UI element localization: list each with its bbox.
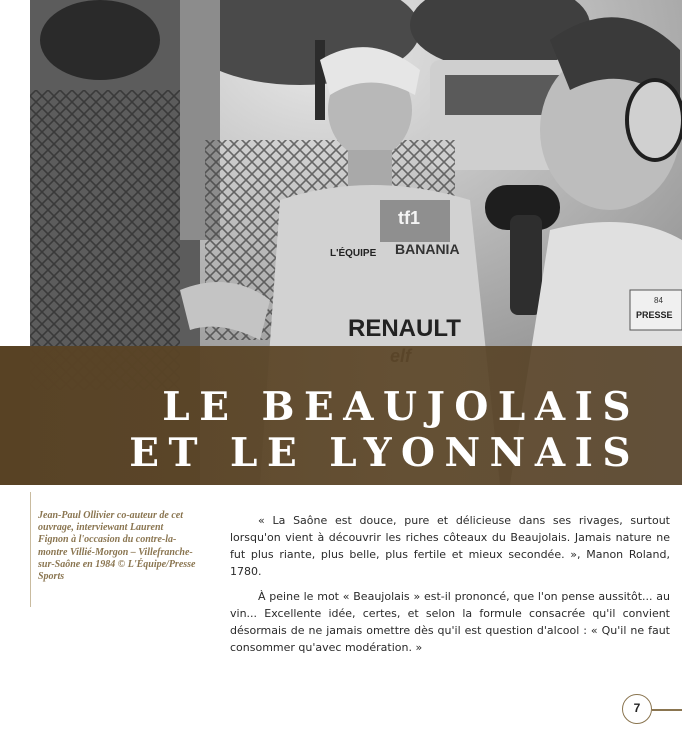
chapter-title-line-1: LE BEAUJOLAIS	[162, 384, 640, 430]
press-number: 84	[654, 296, 663, 305]
body-text	[230, 512, 670, 664]
page-number-rule	[652, 709, 682, 711]
body-paragraph-1: « La Saône est douce, pure et délicieuse dans ses rivages, surtout lorsqu'on vient à découvrir les riches côteaux du Beaujolais. Jamais nature ne fut plus riante, plus belle, plus fertile et mieux secondée. », Manon Roland, 1780.	[230, 514, 670, 578]
page-number: 7	[622, 694, 652, 724]
jersey-sponsor-tf1: tf1	[398, 208, 420, 228]
chapter-title	[129, 384, 640, 476]
press-label: PRESSE	[636, 310, 673, 320]
jersey-sponsor-renault: RENAULT	[348, 315, 461, 342]
jersey-sponsor-equipe: L'ÉQUIPE	[330, 248, 377, 259]
body-paragraph-2: À peine le mot « Beaujolais » est-il prononcé, que l'on pense aussitôt... au vin... Excellente idée, certes, et selon la formule consacrée qu'il convient désormais de ne jamais omettre dès qu'il est question d'alcool : « Qu'il ne faut consommer qu'avec modération. »	[230, 590, 670, 654]
photo-caption: Jean-Paul Ollivier co-auteur de cet ouvrage, interviewant Laurent Fignon à l'occasion du contre-la-montre Villié-Morgon – Villefranche-sur-Saône en 1984 © L'Équipe/Presse Sports	[38, 510, 196, 583]
jersey-sponsor-banania: BANANIA	[395, 241, 460, 257]
chapter-title-line-2: ET LE LYONNAIS	[129, 430, 640, 476]
caption-divider	[30, 492, 31, 607]
